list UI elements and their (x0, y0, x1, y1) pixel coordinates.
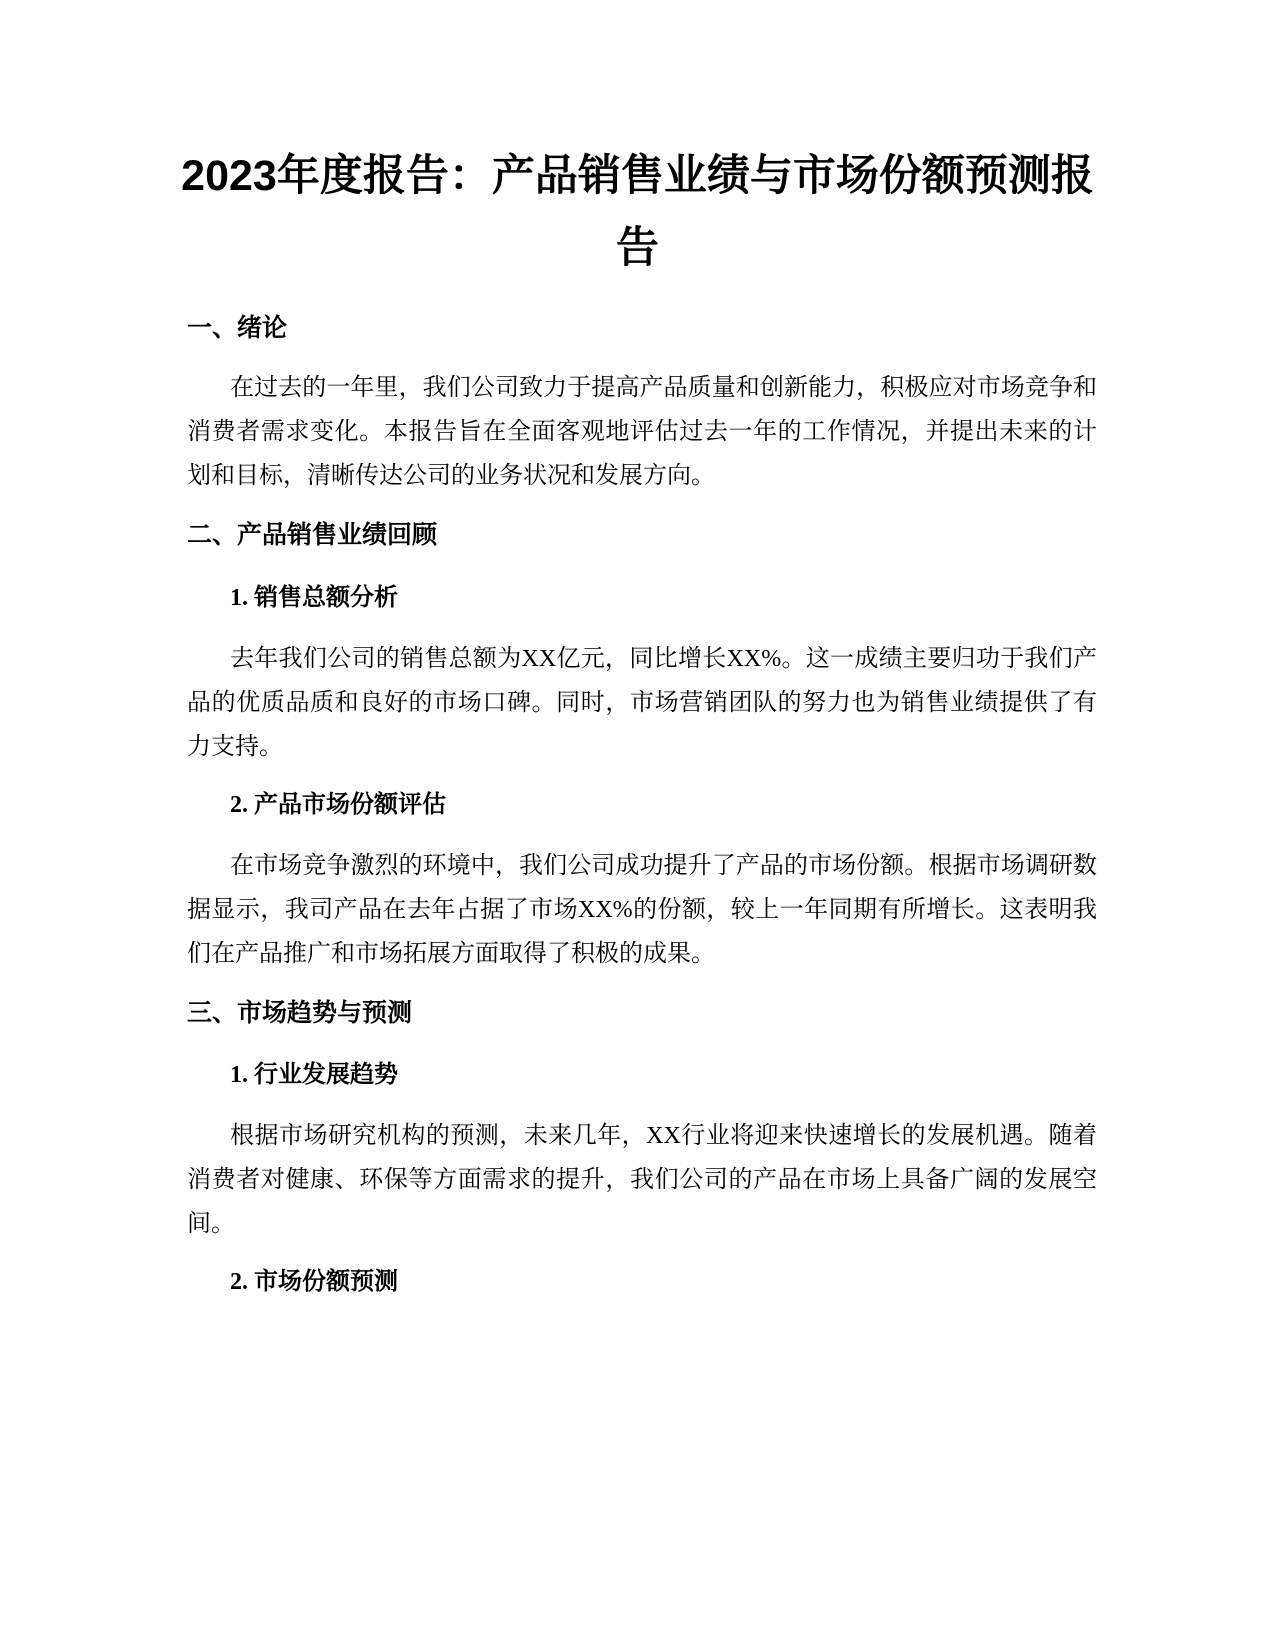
section-heading-market-trends: 三、市场趋势与预测 (187, 999, 413, 1027)
industry-trends-paragraph: 根据市场研究机构的预测，未来几年，XX行业将迎来快速增长的发展机遇。随着消费者对健康、环保等方面需求的提升，我们公司的产品在市场上具备广阔的发展空间。 (187, 1123, 1097, 1237)
market-share-assessment-paragraph: 在市场竞争激烈的环境中，我们公司成功提升了产品的市场份额。根据市场调研数据显示，我司产品在去年占据了市场XX%的份额，较上一年同期有所增长。这表明我们在产品推广和市场拓展方面取得了积极的成果。 (187, 853, 1097, 967)
subheading-market-share-assessment: 2. 产品市场份额评估 (230, 792, 446, 818)
subheading-sales-total: 1. 销售总额分析 (230, 585, 398, 611)
subheading-market-share-forecast: 2. 市场份额预测 (230, 1269, 398, 1295)
subheading-industry-trends: 1. 行业发展趋势 (230, 1062, 398, 1088)
section-heading-introduction: 一、绪论 (187, 314, 288, 342)
sales-total-paragraph: 去年我们公司的销售总额为XX亿元，同比增长XX%。这一成绩主要归功于我们产品的优质品质和良好的市场口碑。同时，市场营销团队的努力也为销售业绩提供了有力支持。 (187, 646, 1097, 760)
section-heading-sales-review: 二、产品销售业绩回顾 (187, 521, 438, 549)
introduction-paragraph: 在过去的一年里，我们公司致力于提高产品质量和创新能力，积极应对市场竞争和消费者需求变化。本报告旨在全面客观地评估过去一年的工作情况，并提出未来的计划和目标，清晰传达公司的业务状况和发展方向。 (187, 375, 1097, 489)
document-title: 2023年度报告：产品销售业绩与市场份额预测报告 (181, 152, 1094, 272)
